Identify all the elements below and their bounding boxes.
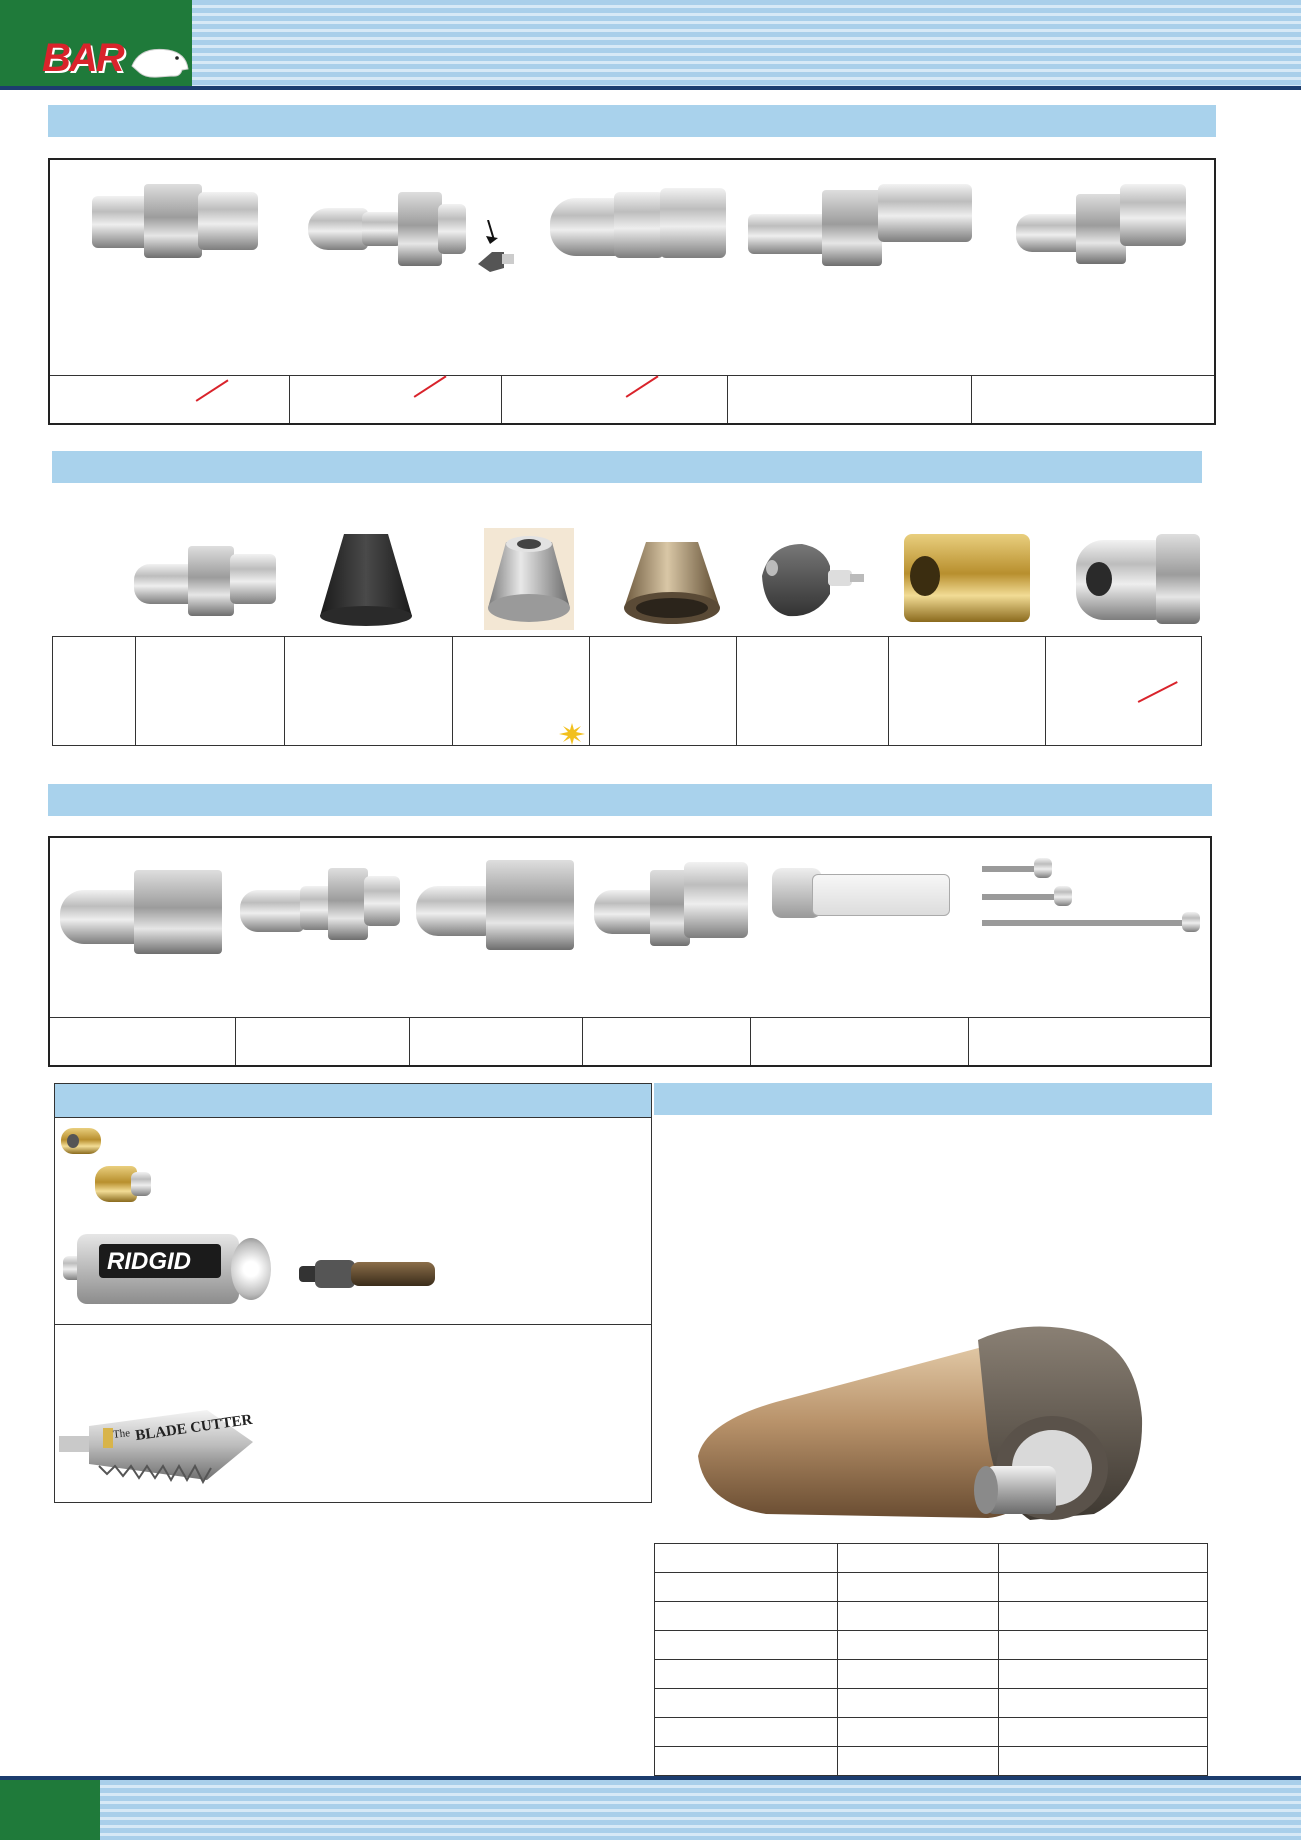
lower-left-panel bbox=[54, 1083, 652, 1503]
spec-row-1 bbox=[50, 375, 1214, 423]
brand-logo bbox=[40, 36, 190, 84]
product-image-1b bbox=[308, 188, 478, 268]
section-bar-3 bbox=[48, 784, 1212, 816]
spec-cell bbox=[410, 1018, 583, 1065]
product-image-1d bbox=[748, 178, 973, 268]
spec-table-row bbox=[655, 1602, 1208, 1631]
product-image-2f bbox=[904, 530, 1030, 626]
small-nozzle-image-a bbox=[61, 1124, 101, 1158]
spec-cell bbox=[236, 1018, 410, 1065]
product-image-1a bbox=[92, 182, 262, 262]
nozzle-hero-image bbox=[696, 1318, 1146, 1544]
small-nozzle-image bbox=[474, 220, 534, 280]
spec-cell bbox=[502, 376, 728, 423]
product-image-2d bbox=[620, 538, 724, 628]
spec-cell bbox=[53, 637, 136, 745]
footer-banner bbox=[0, 1780, 1301, 1840]
ridgid-camera-image bbox=[63, 1228, 273, 1308]
spec-cell bbox=[737, 637, 889, 745]
product-image-2a bbox=[134, 540, 278, 620]
spec-cell bbox=[889, 637, 1046, 745]
footer-green-panel bbox=[0, 1780, 100, 1840]
spec-cell bbox=[972, 376, 1214, 423]
brand-logo-text: BAR bbox=[42, 36, 123, 80]
spec-cell bbox=[50, 1018, 236, 1065]
red-mark bbox=[626, 375, 659, 397]
product-image-1e bbox=[1016, 178, 1186, 268]
red-mark bbox=[196, 379, 229, 401]
spec-table-row bbox=[655, 1660, 1208, 1689]
panel-header bbox=[55, 1084, 651, 1118]
ridgid-label: RIDGID bbox=[107, 1248, 191, 1275]
spec-cell bbox=[50, 376, 290, 423]
panel-divider bbox=[55, 1324, 651, 1325]
red-mark bbox=[1138, 681, 1178, 702]
product-panel-3 bbox=[48, 836, 1212, 1067]
section-bar-4 bbox=[654, 1083, 1212, 1115]
spec-cell bbox=[453, 637, 590, 745]
small-nozzle-image-b bbox=[95, 1162, 153, 1206]
spec-cell bbox=[969, 1018, 1210, 1065]
camera-head-image bbox=[299, 1256, 441, 1294]
blade-cutter-prefix: The bbox=[112, 1427, 131, 1441]
product-table-2 bbox=[52, 636, 1202, 746]
header-rule bbox=[0, 86, 1301, 90]
spec-cell bbox=[583, 1018, 751, 1065]
spec-row-3 bbox=[50, 1017, 1210, 1065]
spec-cell bbox=[290, 376, 502, 423]
product-image-3b bbox=[240, 860, 400, 944]
spec-cell bbox=[728, 376, 972, 423]
product-panel-1 bbox=[48, 158, 1216, 425]
product-image-2b bbox=[316, 530, 416, 630]
blade-cutter-image bbox=[59, 1402, 255, 1488]
header-banner bbox=[0, 0, 1301, 86]
product-image-3c bbox=[416, 852, 576, 954]
spec-table-row bbox=[655, 1544, 1208, 1573]
red-mark bbox=[414, 375, 447, 397]
product-image-2c bbox=[484, 528, 574, 630]
spec-cell bbox=[590, 637, 737, 745]
spec-table-row bbox=[655, 1747, 1208, 1776]
product-image-1c bbox=[550, 178, 728, 268]
product-image-2e bbox=[758, 536, 870, 626]
spec-cell bbox=[751, 1018, 969, 1065]
spec-table-row bbox=[655, 1689, 1208, 1718]
section-bar-1 bbox=[48, 105, 1216, 137]
section-bar-2 bbox=[52, 451, 1202, 483]
spec-table-row bbox=[655, 1718, 1208, 1747]
spec-table-row bbox=[655, 1631, 1208, 1660]
spec-cell bbox=[136, 637, 285, 745]
product-image-3a bbox=[60, 860, 226, 958]
product-image-3f bbox=[982, 856, 1206, 936]
spec-table bbox=[654, 1543, 1208, 1776]
spec-cell bbox=[1046, 637, 1201, 745]
starburst-icon bbox=[559, 723, 585, 745]
blade-cutter-label: BLADE CUTTER bbox=[134, 1411, 254, 1445]
spec-table-row bbox=[655, 1573, 1208, 1602]
product-image-3d bbox=[594, 852, 750, 952]
product-image-2g bbox=[1076, 532, 1202, 626]
product-image-3e bbox=[772, 864, 950, 928]
spec-cell bbox=[285, 637, 453, 745]
